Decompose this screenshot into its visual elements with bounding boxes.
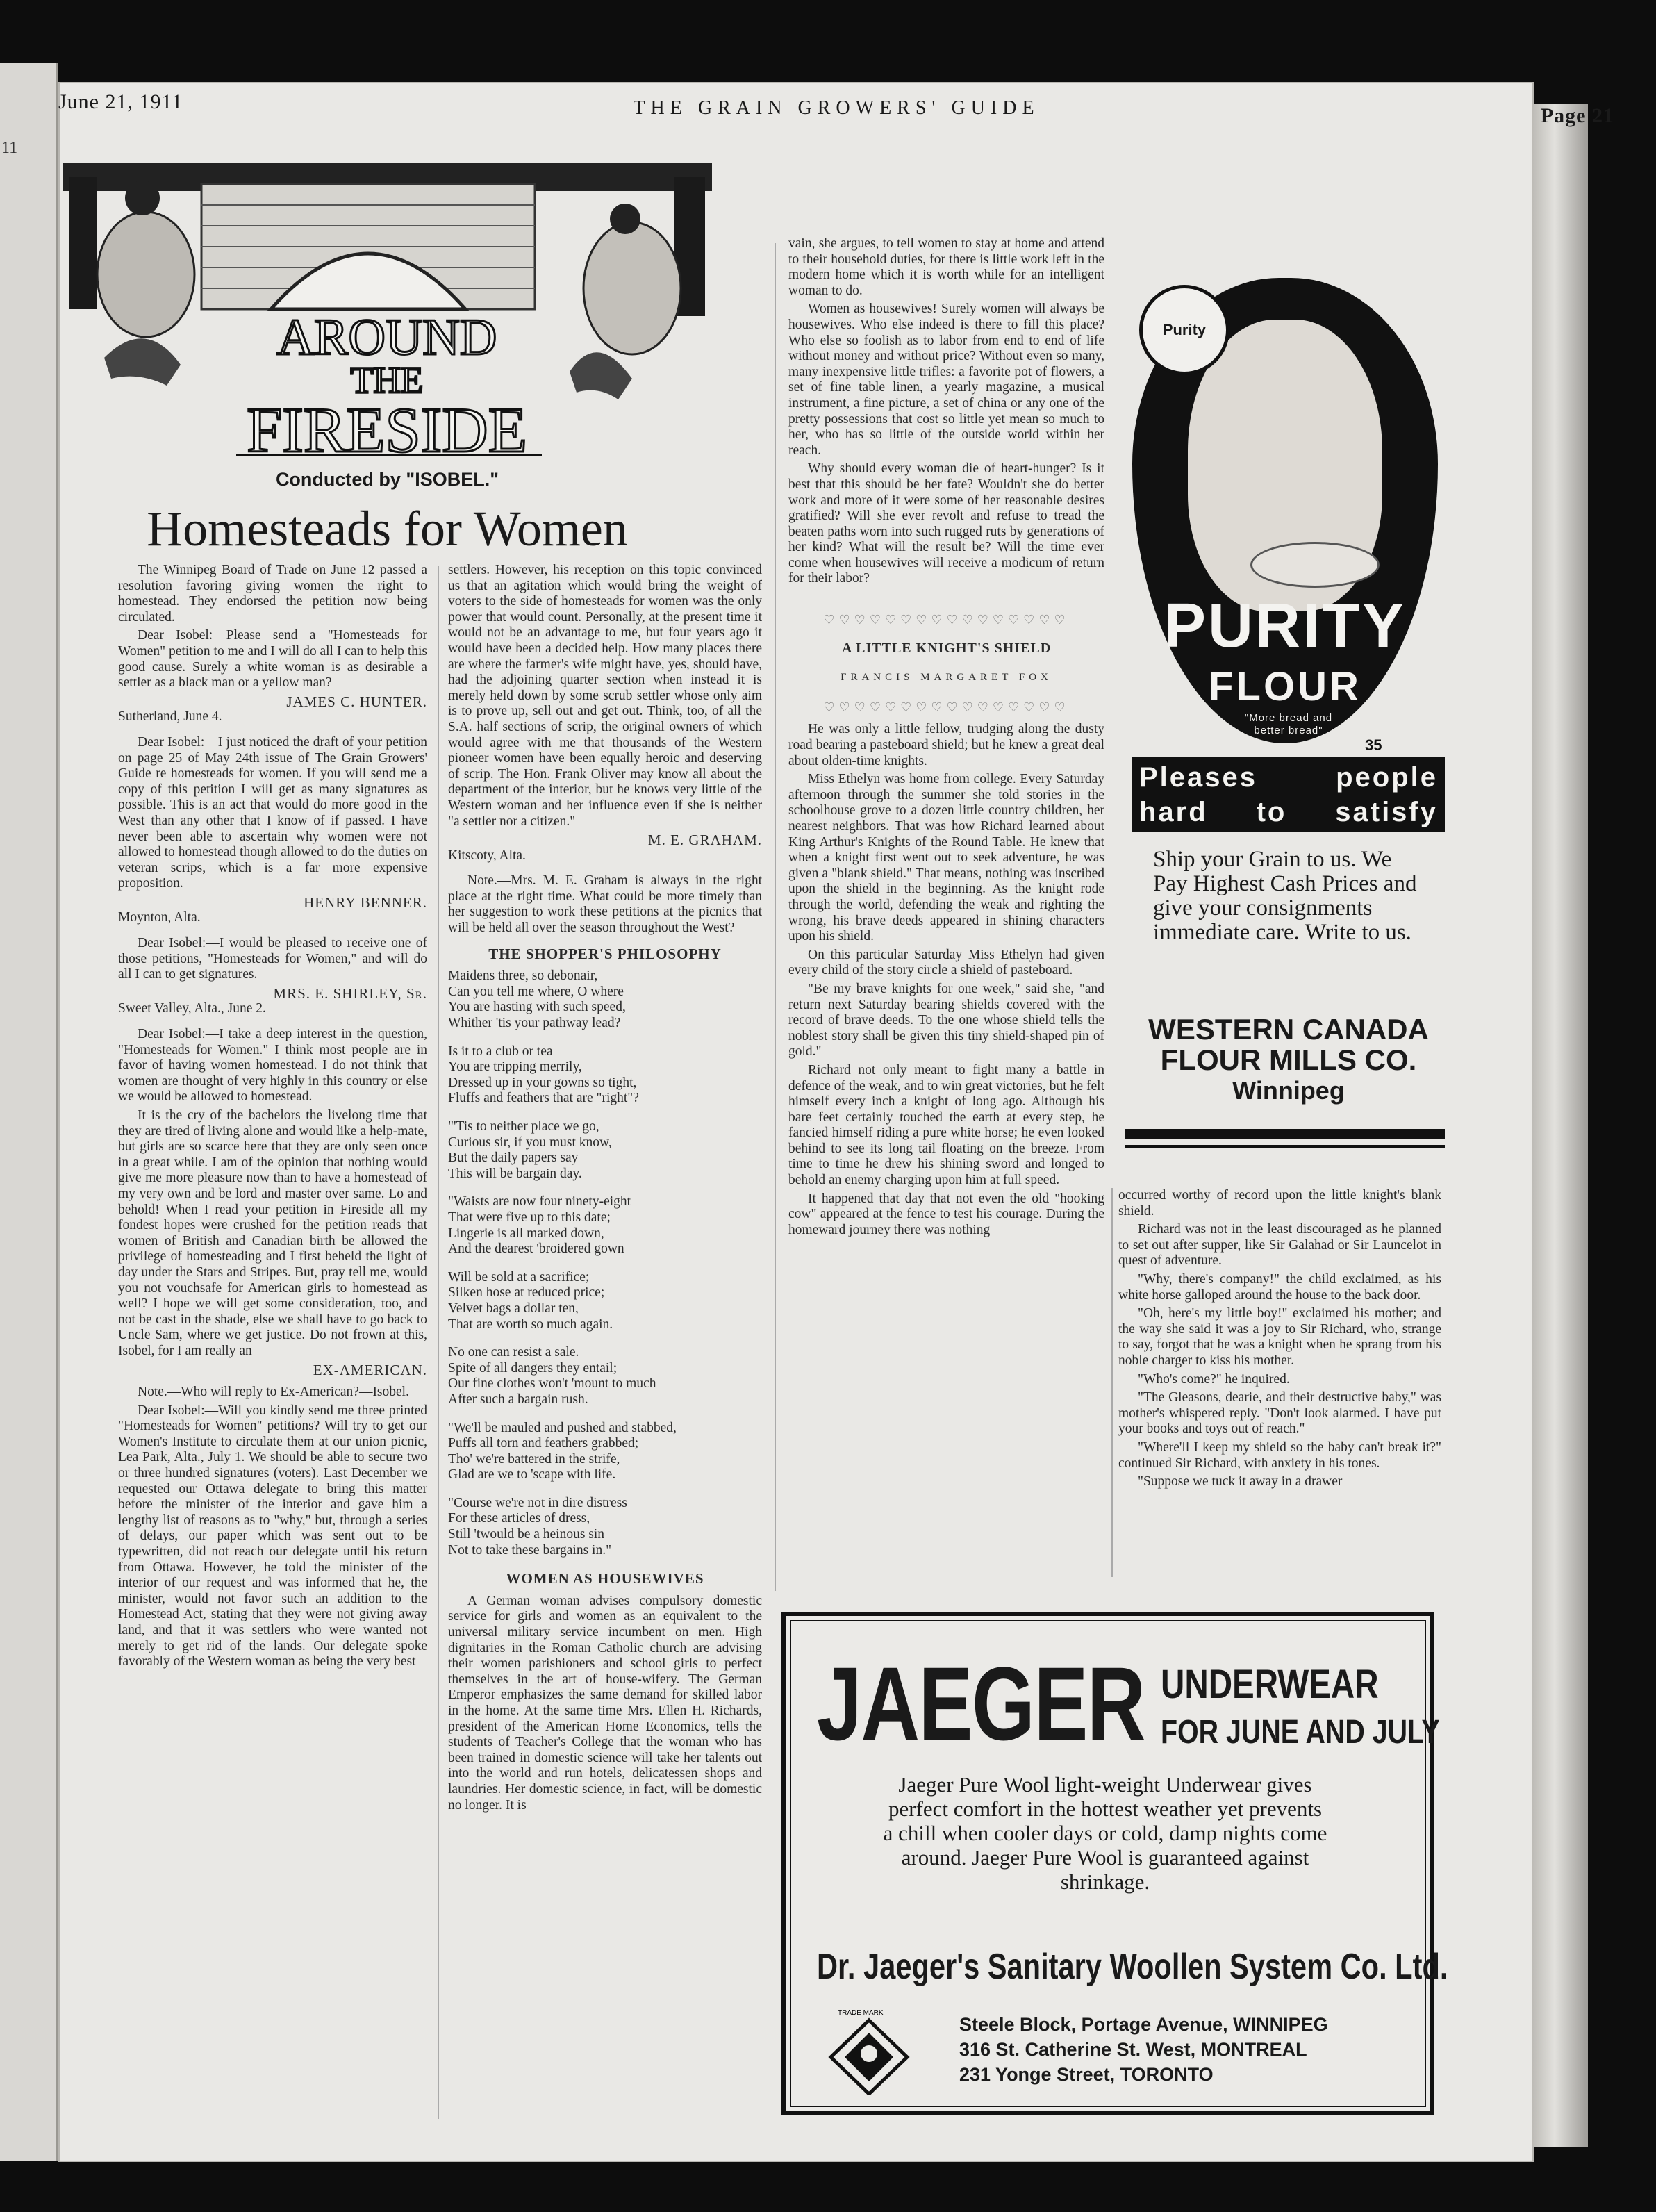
poem-line: But the daily papers say (448, 1150, 579, 1166)
story-paragraph: "Oh, here's my little boy!" exclaimed his mother; and the way she said it was a joy to Sir Richard, who, strange to say, forgot that he was a knight when he sprang from his noble charger to kiss his mother. (1118, 1306, 1441, 1368)
story-paragraph: occurred worthy of record upon the little knight's blank shield. (1118, 1188, 1441, 1219)
purity-badge: Purity (1139, 285, 1229, 375)
ad-number: 35 (1365, 736, 1382, 754)
signature: M. E. GRAHAM. (647, 832, 762, 849)
poem-line: Is it to a club or tea (448, 1043, 553, 1059)
publication-title: THE GRAIN GROWERS' GUIDE (633, 97, 1040, 119)
letter: Dear Isobel:—I would be pleased to receive one of those petitions, "Homesteads for Women," and will do all I can to get signatures. (118, 936, 427, 982)
poem-line: "We'll be mauled and pushed and stabbed, (448, 1420, 677, 1435)
trade-mark-text: TRADE MARK (838, 2009, 884, 2017)
poem-line: Velvet bags a dollar ten, (448, 1301, 579, 1316)
place: Moynton, Alta. (118, 910, 201, 925)
poem-stanza (448, 1270, 762, 1332)
poem-line: You are hasting with such speed, (448, 1000, 626, 1015)
story-paragraph: "Suppose we tuck it away in a drawer (1138, 1474, 1343, 1489)
letter: Dear Isobel:—Please send a "Homesteads for Women" petition to me and I will do all I can to help this good cause. Surely a white woman is as desirable a settler as a black man or a yellow man? (118, 628, 427, 691)
story-paragraph: "Be my brave knights for one week," said she, "and return next Saturday bearing shields covered with the record of brave deeds. To the one whose shield tells the noblest story shall be given this tiny shield-shaped pin of gold." (788, 981, 1104, 1059)
poem-title: THE SHOPPER'S PHILOSOPHY (488, 945, 722, 962)
poem-stanza (448, 1496, 762, 1558)
story-heading (788, 612, 1104, 715)
column-2 (448, 563, 762, 1816)
poem-line: Fluffs and feathers that are "right"? (448, 1091, 639, 1106)
banner-around: AROUND (276, 309, 497, 366)
purity-flour-ad (1125, 278, 1452, 1160)
poem-line: "'Tis to neither place we go, (448, 1119, 599, 1134)
poem-line: That were five up to this date; (448, 1210, 611, 1225)
story-paragraph: Miss Ethelyn was home from college. Every Saturday afternoon through the summer she told stories in the schoolhouse grove to a dozen little country children, her nearest neighbors. That was how Richard learned about King Arthur's Knights of the Round Table. He knew that when a knight first went out to seek adventure, he was given a "blank shield." That means, nothing was inscribed upon the shield in the beginning. As the knight rode through the world, defending the weak and righting the wrong, his brave deeds appeared in shining characters upon his shield. (788, 772, 1104, 944)
address-winnipeg: Steele Block, Portage Avenue, WINNIPEG (959, 2014, 1328, 2035)
adjacent-page-edge (0, 63, 58, 2161)
poem-line: This will be bargain day. (448, 1166, 582, 1181)
paragraph: Why should every woman die of heart-hunger? Is it best that this should be her fate? Wouldn't she do better work and more of it were some of her reasonable desires gratified? Will she ever revolt and refuse to tread the beaten paths worn into such rugged ruts by generations of her kind? What will the result be? Will the time ever come when housewives will receive a modicum of return for their labor? (788, 461, 1104, 586)
poem-line: You are tripping merrily, (448, 1059, 582, 1075)
page-stack-edge (1532, 104, 1588, 2147)
place: Kitscoty, Alta. (448, 848, 526, 863)
poem-line: Dressed up in your gowns so tight, (448, 1075, 637, 1090)
column-rule (1111, 1188, 1113, 1577)
ad-rule (1125, 1145, 1445, 1148)
poem-line: Can you tell me where, O where (448, 984, 624, 999)
poem-line: That are worth so much again. (448, 1317, 613, 1332)
editor-note: Note.—Who will reply to Ex-American?—Isobel. (138, 1385, 409, 1400)
banner-fireside: FIRESIDE (247, 395, 527, 462)
poem-line: No one can resist a sale. (448, 1345, 579, 1360)
poem-line: "Waists are now four ninety-eight (448, 1194, 631, 1210)
poem-line: Spite of all dangers they entail; (448, 1360, 618, 1376)
poem-line: Tho' we're battered in the strife, (448, 1451, 620, 1467)
jaeger-brand: JAEGER (817, 1645, 1145, 1762)
flour-label: FLOUR (1209, 664, 1361, 709)
poem-line: Silken hose at reduced price; (448, 1285, 605, 1301)
conducted-by: Conducted by "ISOBEL." (275, 469, 499, 490)
story-paragraph: Richard not only meant to fight many a battle in defence of the weak, and to win great victories, but he felt himself every inch a knight of long ago. Although his bare feet certainly touched the earth at every step, he fancied himself riding a pure white horse; he even looked behind to see its long tail floating on the breeze. From time to time he drew his shining sword and longed to behold an enemy charging upon him at full speed. (788, 1062, 1104, 1188)
poem-line: And the dearest 'broidered gown (448, 1241, 624, 1257)
mill-company (1125, 1014, 1452, 1106)
trade-mark-logo (824, 2005, 914, 2095)
signature: MRS. E. SHIRLEY, Sr. (273, 984, 427, 1002)
issue-date: June 21, 1911 (58, 90, 183, 113)
pleases-line-1: Pleases people (1139, 762, 1438, 793)
jaeger-company: Dr. Jaeger's Sanitary Woollen System Co. Ltd. (817, 1947, 1448, 1987)
heart-ornament: ♡♡♡♡♡♡♡♡♡♡♡♡♡♡♡♡ (823, 700, 1070, 714)
letter: It is the cry of the bachelors the livelong time that they are tired of living alone and would like a help-mate, but girls are so scarce here that they are only seen once in a great while. I am of the opinion that nothing would give me more pleasure now than to have a homestead of my very own and be lord and master over same. Lo and behold! When I read your petition in Fireside all my fondest hopes were crushed for the petition reads that women of British and Canadian birth be allowed the privilege of homesteading and I first beheld the light of day under the Stars and Stripes. But, pray tell me, would you not vouchsafe for American girls to homestead as well? I hope we will get some consideration, too, and not be cast in the shade, else we shall have to go back to Uncle Sam, where we get justice. Do not frown at this, Isobel, for I am really an (118, 1108, 427, 1358)
column-1 (118, 563, 427, 1673)
poem-line: Still 'twould be a heinous sin (448, 1527, 605, 1542)
poem-stanza (448, 1194, 762, 1257)
poem-line: Our fine clothes won't 'mount to much (448, 1376, 656, 1392)
season-label: FOR JUNE AND JULY (1161, 1714, 1440, 1751)
poem (448, 968, 762, 1558)
story-paragraph: He was only a little fellow, trudging along the dusty road bearing a pasteboard shield; but he knew a great deal about olden-time knights. (788, 722, 1104, 768)
column-rule (775, 243, 776, 1591)
purity-motto: "More bread and better bread" (1244, 712, 1333, 736)
pleases-line-2: hard to satisfy (1139, 797, 1438, 827)
address-toronto: 231 Yonge Street, TORONTO (959, 2064, 1214, 2085)
letter: Dear Isobel:—I just noticed the draft of your petition on page 25 of May 24th issue of The Grain Growers' Guide re homesteads for women. If you will send me a copy of this petition I will get as many signatures as possible. This is an act that would do more good in the West than any other that I know of if passed. I have never been able to ascertain why women were not allowed to homestead though allowed to do the duties on veteran scrips, which is a far more expensive proposition. (118, 734, 427, 891)
story-paragraph: "The Gleasons, dearie, and their destructive baby," was mother's whispered reply. "Don't look alarmed. I have put your books and toys out of reach." (1118, 1390, 1441, 1437)
poem-line: After such a bargain rush. (448, 1392, 588, 1407)
section-title: WOMEN AS HOUSEWIVES (506, 1570, 704, 1587)
paragraph: vain, she argues, to tell women to stay at home and attend to their household duties, for there is little work left in the modern home which it is worth while for an intelligent woman to do. (788, 236, 1104, 298)
poem-line: Will be sold at a sacrifice; (448, 1269, 590, 1285)
page-number: Page 21 (1540, 104, 1614, 127)
story-paragraph: On this particular Saturday Miss Ethelyn had given every child of the story circle a shield of pasteboard. (788, 947, 1104, 978)
story-paragraph: It happened that day that not even the old "hooking cow" appeared at the fence to test his courage. During the homeward journey there was nothing (788, 1191, 1104, 1237)
poem-line: Maidens three, so debonair, (448, 968, 598, 984)
company-line-2: FLOUR MILLS CO. (1160, 1043, 1417, 1076)
ship-grain-text: Ship your Grain to us. We Pay Highest Cash Prices and give your consignments immediate care. Write to us. (1153, 847, 1417, 945)
letter: Dear Isobel:—I take a deep interest in the question, "Homesteads for Women." I think most people are in favor of having women homestead. I do not think that women are thought of very highly in this country or else we would be allowed to homestead. (118, 1027, 427, 1105)
story-paragraph: Richard was not in the least discouraged as he planned to set out after supper, like Sir Galahad or Sir Launcelot in quest of adventure. (1118, 1222, 1441, 1269)
jaeger-underwear-ad (781, 1612, 1448, 2115)
story-author: FRANCIS MARGARET FOX (841, 672, 1052, 684)
poem-stanza (448, 1119, 762, 1182)
article-headline: Homesteads for Women (147, 501, 628, 556)
poem-line: For these articles of dress, (448, 1511, 590, 1526)
underwear-label: UNDERWEAR (1161, 1662, 1379, 1707)
poem-line: Lingerie is all marked down, (448, 1225, 604, 1241)
pleases-banner (1132, 757, 1445, 832)
store-addresses (959, 2012, 1328, 2087)
signature: HENRY BENNER. (304, 893, 427, 911)
signature: EX-AMERICAN. (313, 1361, 427, 1378)
banner-the: THE (350, 359, 424, 401)
purity-brand: PURITY (1164, 591, 1407, 661)
column-3 (788, 236, 1104, 1241)
editor-note: Note.—Mrs. M. E. Graham is always in the right place at the right time. What could be more timely than her suggestion to work these petitions at the picnics that will be held all over the season throughout the West? (448, 873, 762, 936)
company-city: Winnipeg (1232, 1076, 1345, 1105)
company-line-1: WESTERN CANADA (1148, 1013, 1429, 1046)
story-paragraph: "Where'll I keep my shield so the baby can't break it?" continued Sir Richard, with anxiety in his tones. (1118, 1439, 1441, 1471)
poem-line: Curious sir, if you must know, (448, 1134, 612, 1150)
place: Sutherland, June 4. (118, 709, 222, 725)
pie-icon (1250, 542, 1380, 588)
heart-ornament: ♡♡♡♡♡♡♡♡♡♡♡♡♡♡♡♡ (823, 613, 1070, 627)
story-paragraph: "Who's come?" he inquired. (1138, 1371, 1290, 1387)
poem-stanza (448, 1044, 762, 1107)
poem-stanza (448, 1345, 762, 1408)
poem-stanza (448, 1421, 762, 1483)
poem-line: Whither 'tis your pathway lead? (448, 1016, 621, 1031)
column-rule (438, 566, 439, 2119)
margin-mark: 11 (1, 139, 18, 157)
poem-line: "Course we're not in dire distress (448, 1495, 627, 1510)
ad-rule (1125, 1129, 1445, 1139)
ad-description: Jaeger Pure Wool light-weight Underwear gives perfect comfort in the hottest weather yet prevents a chill when cooler days or cold, damp nights come around. Jaeger Pure Wool is guaranteed against shrinkage. (883, 1772, 1327, 1894)
paragraph: The Winnipeg Board of Trade on June 12 passed a resolution favoring giving women the right to homestead. They endorsed the petition now being circulated. (118, 563, 427, 625)
letter-continued: settlers. However, his reception on this topic convinced us that an agitation which would bring the weight of voters to the side of homesteads for women was the only power that would count. Personally, at the present time it would not be an advantage to me, but four years ago it would have been a decided help. How many places there are where the farmer's wife might have, yes, should have, had the adjoining quarter section when instead it is merely held down by some scrub settler whose only aim is to prove up, sell out and get out. Think, too, of all the S.A. half sections of scrip, the original owners of which would agree with me that thousands of the Western pioneer women have been equally heroic and deserving of scrip. The Hon. Frank Oliver may know all about the department of the interior, but he knows very little of the Western woman and her influence even if she is neither "a settler nor a citizen." (448, 563, 762, 829)
letter: Dear Isobel:—Will you kindly send me three printed "Homesteads for Women" petitions? Will try to get our Women's Institute to circulate them at our union picnic, Lea Park, Alta., July 1. We should be able to secure two or three hundred signatures (voters). Last December we requested our Ottawa delegate to bring this matter before the minister of the interior and gave him a lengthy list of reasons as to "why," but, through a series of delays, our paper which was sent out to be typewritten, did not reach our delegate until his return from Ottawa. However, he told the minister of the interior of our request and was informed that he, the minister, would not favor such an addition to the Homestead Act, stating that they were not giving away land, and that it was settlers who were wanted not merely to get rid of the lands. Our delegate spoke favorably of the Western woman as being the very best (118, 1403, 427, 1669)
paragraph: Women as housewives! Surely women will always be housewives. Who else indeed is there to fill this place? Who else so foolish as to labor from end to end of life without money and without price? Without even so many, many inexpensive little trifles: a favorite pot of flowers, a set of fine table linen, a yearly magazine, a musical instrument, a fine picture, a set of china or any one of the pretty possessions that cost so little yet mean so much to her, who has so little of the outside world within her reach. (788, 302, 1104, 458)
column-4 (1118, 1188, 1441, 1493)
fireside-banner (63, 149, 712, 462)
story-paragraph: "Why, there's company!" the child exclaimed, as his white horse galloped around the house to the back door. (1118, 1271, 1441, 1303)
fireside-illustration (63, 149, 712, 462)
poem-line: Not to take these bargains in." (448, 1542, 612, 1558)
poem-stanza (448, 968, 762, 1031)
address-montreal: 316 St. Catherine St. West, MONTREAL (959, 2039, 1307, 2060)
story-title: A LITTLE KNIGHT'S SHIELD (841, 640, 1052, 656)
paragraph: A German woman advises compulsory domestic service for girls and women as an equivalent to the universal military service incumbent on men. High dignitaries in the Roman Catholic church are advising their women parishioners and school girls to perfect themselves in the art of house-wifery. The German Emperor emphasizes the same demand for skilled labor in the home. At the same time Mrs. Ellen H. Richards, president of the American Home Economics, tells the students of Teacher's College that the woman who has been trained in domestic science will take her talents out into the world and run hotels, delicatessen shops and laundries. Her domestic science, in fact, will be domestic no longer. It is (448, 1593, 762, 1813)
place: Sweet Valley, Alta., June 2. (118, 1001, 266, 1016)
poem-line: Puffs all torn and feathers grabbed; (448, 1436, 639, 1451)
poem-line: Glad are we to 'scape with life. (448, 1467, 616, 1483)
signature: JAMES C. HUNTER. (286, 693, 427, 710)
